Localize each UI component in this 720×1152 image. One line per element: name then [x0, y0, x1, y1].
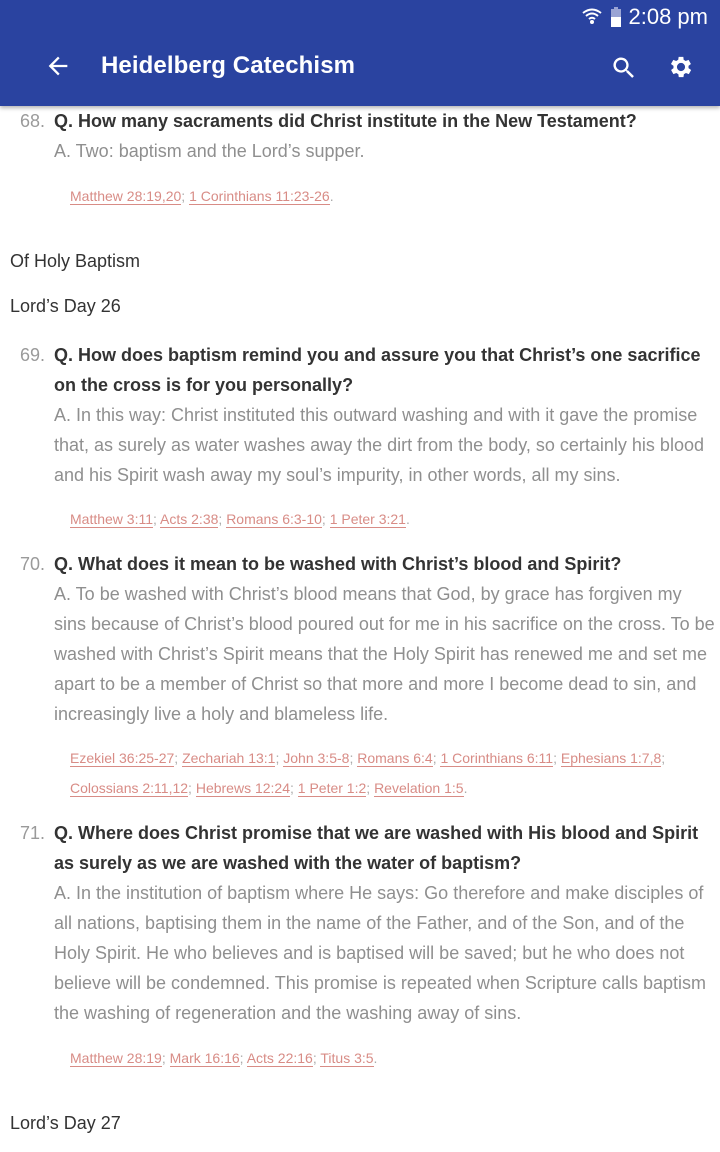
answer-text: A. In this way: Christ instituted this outward washing and with it gave the promise that, as surely as water washes away the dirt from the body, so certainly his blood and his Spirit wash away my soul’s impurity, in other words, all my sins. [54, 405, 704, 485]
scripture-references: Matthew 3:11; Acts 2:38; Romans 6:3-10; 1 Peter 3:21. [70, 511, 410, 527]
back-arrow-icon[interactable] [44, 52, 72, 80]
scripture-link[interactable]: Acts 2:38 [160, 511, 219, 527]
scripture-link[interactable]: 1 Peter 3:21 [329, 511, 406, 527]
scripture-references: Matthew 28:19,20; 1 Corinthians 11:23-26. [70, 188, 334, 204]
question-text: Q. What does it mean to be washed with Christ’s blood and Spirit? [54, 554, 622, 574]
question-text: Q. How many sacraments did Christ institute in the New Testament? [54, 111, 637, 131]
scripture-link[interactable]: Romans 6:3-10 [226, 511, 322, 527]
scripture-link[interactable]: Acts 22:16 [246, 1050, 313, 1066]
wifi-icon [581, 6, 603, 28]
scripture-references: Ezekiel 36:25-27; Zechariah 13:1; John 3:5-8; Romans 6:4; 1 Corinthians 6:11; Ephesians 1:7,8; Colossians 2:11,12; Hebrews 12:24; 1 Peter 1:2; Revelation 1:5. [70, 750, 666, 796]
question-number: 71. [20, 823, 46, 843]
scripture-link[interactable]: Hebrews 12:24 [195, 780, 290, 796]
question-number: 68. [20, 111, 46, 131]
scripture-link[interactable]: Matthew 28:19,20 [70, 188, 182, 204]
question-number: 69. [20, 345, 46, 365]
scripture-link[interactable]: 1 Peter 1:2 [297, 780, 367, 796]
status-bar [581, 4, 709, 30]
scripture-references: Matthew 28:19; Mark 16:16; Acts 22:16; Titus 3:5. [70, 1050, 378, 1066]
answer-text: A. In the institution of baptism where He says: Go therefore and make disciples of all nations, baptising them in the name of the Father, and of the Son, and of the Holy Spirit. He who believes and is baptised will be saved; but he who does not believe will be condemned. This promise is repeated when Scripture calls baptism the washing of regeneration and the washing away of sins. [54, 883, 706, 1023]
scripture-link[interactable]: Matthew 28:19 [70, 1050, 162, 1066]
scripture-link[interactable]: Mark 16:16 [169, 1050, 240, 1066]
question-text: Q. Where does Christ promise that we are washed with His blood and Spirit as surely as we are washed with the water of baptism? [54, 823, 699, 873]
scripture-link[interactable]: Romans 6:4 [357, 750, 433, 766]
scripture-link[interactable]: Colossians 2:11,12 [70, 780, 189, 796]
section-heading: Of Holy Baptism [10, 251, 141, 271]
scripture-link[interactable]: Zechariah 13:1 [182, 750, 276, 766]
scripture-link[interactable]: Ephesians 1:7,8 [560, 750, 662, 766]
question-text: Q. How does baptism remind you and assure you that Christ’s one sacrifice on the cross is for you personally? [54, 345, 701, 395]
answer-text: A. To be washed with Christ’s blood means that God, by grace has forgiven my sins because of Christ’s blood poured out for me in his sacrifice on the cross. To be washed with Christ’s Spirit means that the Holy Spirit has renewed me and set me apart to be a member of Christ so that more and more I become dead to sin, and increasingly live a holy and blameless life. [54, 584, 715, 724]
scripture-link[interactable]: Titus 3:5 [320, 1050, 374, 1066]
scripture-link[interactable]: Revelation 1:5 [374, 780, 464, 796]
scripture-link[interactable]: 1 Corinthians 11:23-26 [189, 188, 330, 204]
scripture-link[interactable]: John 3:5-8 [283, 750, 350, 766]
scripture-link[interactable]: Matthew 3:11 [70, 511, 154, 527]
question-number: 70. [20, 554, 46, 574]
scripture-link[interactable]: 1 Corinthians 6:11 [440, 750, 554, 766]
search-icon[interactable] [610, 54, 638, 82]
answer-text: A. Two: baptism and the Lord’s supper. [54, 141, 365, 161]
app-bar [0, 0, 720, 106]
battery-icon [611, 7, 621, 27]
scripture-link[interactable]: Ezekiel 36:25-27 [70, 750, 175, 766]
lords-day-heading: Lord’s Day 27 [10, 1113, 121, 1133]
lords-day-heading: Lord’s Day 26 [10, 296, 121, 316]
gear-icon[interactable] [667, 53, 695, 81]
page-title: Heidelberg Catechism [101, 52, 356, 79]
clock: 2:08 pm [628, 4, 708, 29]
